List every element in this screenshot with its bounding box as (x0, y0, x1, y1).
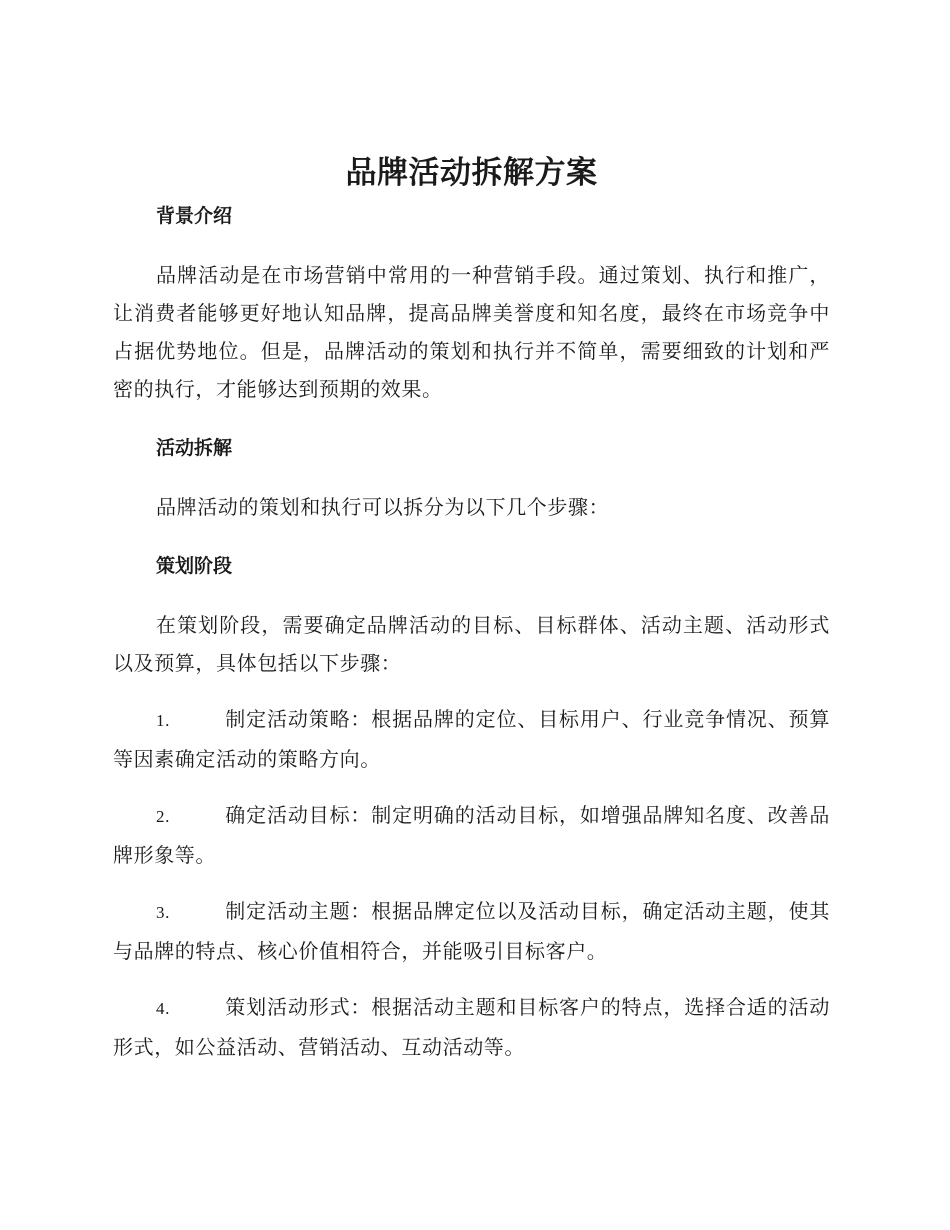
planning-paragraph: 在策划阶段，需要确定品牌活动的目标、目标群体、活动主题、活动形式以及预算，具体包括以下步骤： (113, 613, 830, 675)
section-heading-background: 背景介绍 (156, 205, 233, 227)
list-item-number: 4. (156, 999, 170, 1018)
list-item-number: 3. (156, 903, 170, 922)
section-heading-planning: 策划阶段 (156, 555, 233, 577)
list-item (113, 796, 830, 874)
document-title: 品牌活动拆解方案 (345, 155, 598, 191)
section-heading-breakdown: 活动拆解 (156, 437, 233, 459)
list-item-text: 制定活动主题：根据品牌定位以及活动目标，确定活动主题，使其与品牌的特点、核心价值相符合，并能吸引目标客户。 (113, 899, 830, 963)
list-item-text: 确定活动目标：制定明确的活动目标，如增强品牌知名度、改善品牌形象等。 (113, 803, 830, 867)
list-item (113, 892, 830, 970)
breakdown-paragraph: 品牌活动的策划和执行可以拆分为以下几个步骤： (156, 495, 610, 519)
list-item-text: 策划活动形式：根据活动主题和目标客户的特点，选择合适的活动形式，如公益活动、营销活动、互动活动等。 (113, 995, 830, 1059)
document-page (113, 150, 830, 1066)
background-paragraph: 品牌活动是在市场营销中常用的一种营销手段。通过策划、执行和推广，让消费者能够更好地认知品牌，提高品牌美誉度和知名度，最终在市场竞争中占据优势地位。但是，品牌活动的策划和执行并不简单，需要细致的计划和严密的执行，才能够达到预期的效果。 (113, 263, 830, 401)
list-item (113, 988, 830, 1066)
list-item-number: 2. (156, 807, 170, 826)
list-item (113, 700, 830, 778)
list-item-text: 制定活动策略：根据品牌的定位、目标用户、行业竞争情况、预算等因素确定活动的策略方向。 (113, 707, 830, 771)
list-item-number: 1. (156, 711, 170, 730)
